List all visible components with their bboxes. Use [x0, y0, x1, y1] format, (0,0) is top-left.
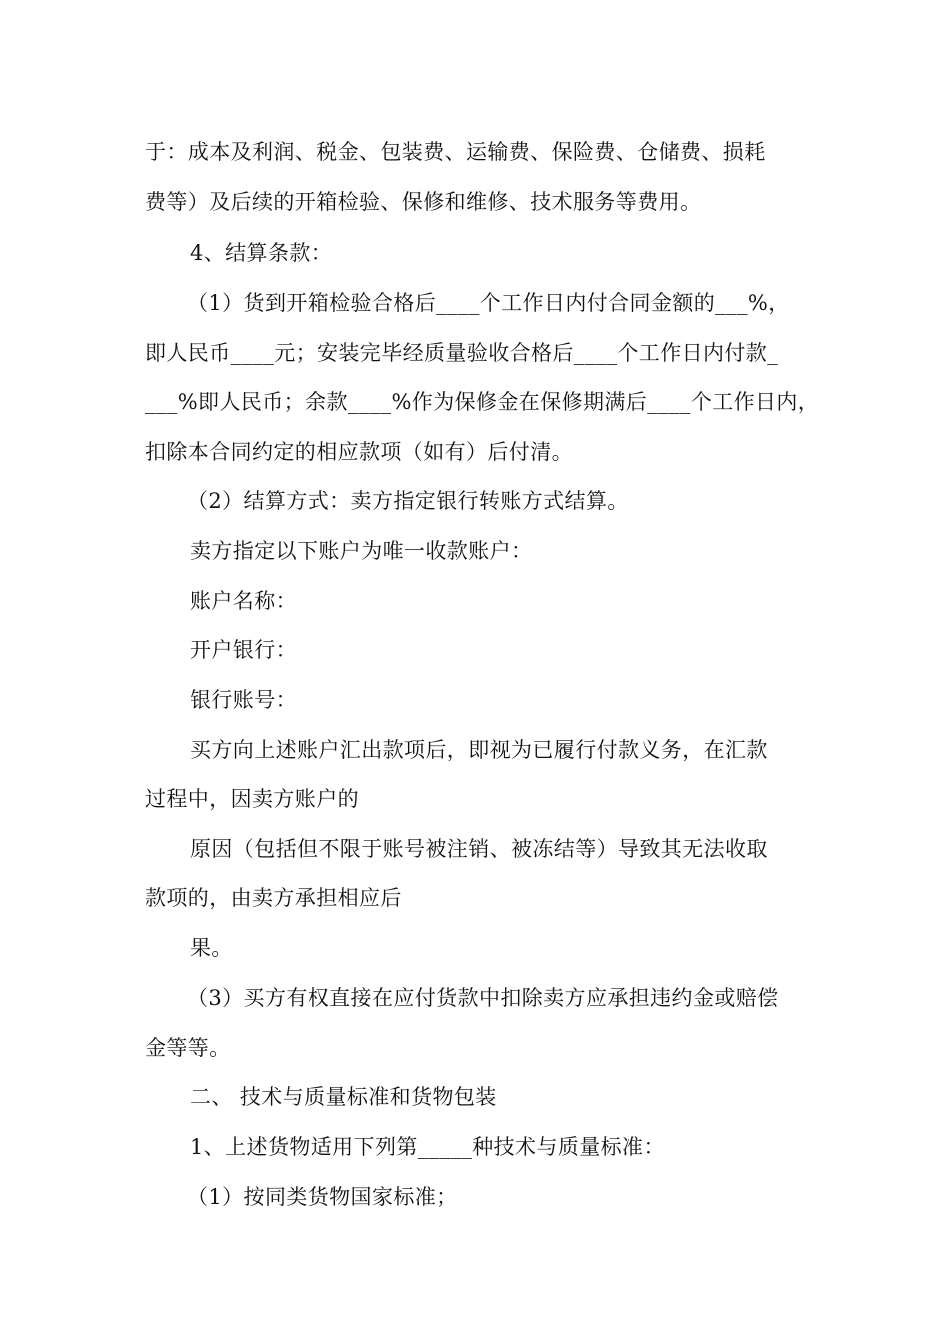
text-line: （1）按同类货物国家标准； [187, 1185, 458, 1209]
text-line: 即人民币____元；安装完毕经质量验收合格后____个工作日内付款_ [145, 341, 779, 365]
text-line: 费等）及后续的开箱检验、保修和维修、技术服务等费用。 [145, 190, 702, 214]
text-line: 银行账号： [190, 688, 297, 712]
text-line: （2）结算方式：卖方指定银行转账方式结算。 [187, 489, 629, 513]
text-line: （1）货到开箱检验合格后____个工作日内付合同金额的___%， [187, 291, 790, 315]
text-line: 买方向上述账户汇出款项后，即视为已履行付款义务，在汇款 [190, 738, 768, 762]
text-line: 于：成本及利润、税金、包装费、运输费、保险费、仓储费、损耗 [145, 140, 766, 164]
text-line: ___%即人民币；余款____%作为保修金在保修期满后____个工作日内， [145, 390, 820, 414]
section-heading: 二、 技术与质量标准和货物包装 [190, 1085, 497, 1109]
text-line: 1、上述货物适用下列第_____种技术与质量标准： [190, 1135, 665, 1159]
text-line: 卖方指定以下账户为唯一收款账户： [190, 539, 533, 563]
text-line: （3）买方有权直接在应付货款中扣除卖方应承担违约金或赔偿 [187, 986, 779, 1010]
text-line: 开户银行： [190, 638, 297, 662]
text-line: 扣除本合同约定的相应款项（如有）后付清。 [145, 440, 573, 464]
text-line: 账户名称： [190, 589, 297, 613]
text-line: 金等等。 [145, 1036, 231, 1060]
text-line: 原因（包括但不限于账号被注销、被冻结等）导致其无法收取 [190, 837, 768, 861]
text-line: 过程中，因卖方账户的 [145, 787, 359, 811]
text-line: 果。 [190, 936, 233, 960]
text-line: 4、结算条款： [190, 241, 333, 265]
text-line: 款项的，由卖方承担相应后 [145, 886, 402, 910]
